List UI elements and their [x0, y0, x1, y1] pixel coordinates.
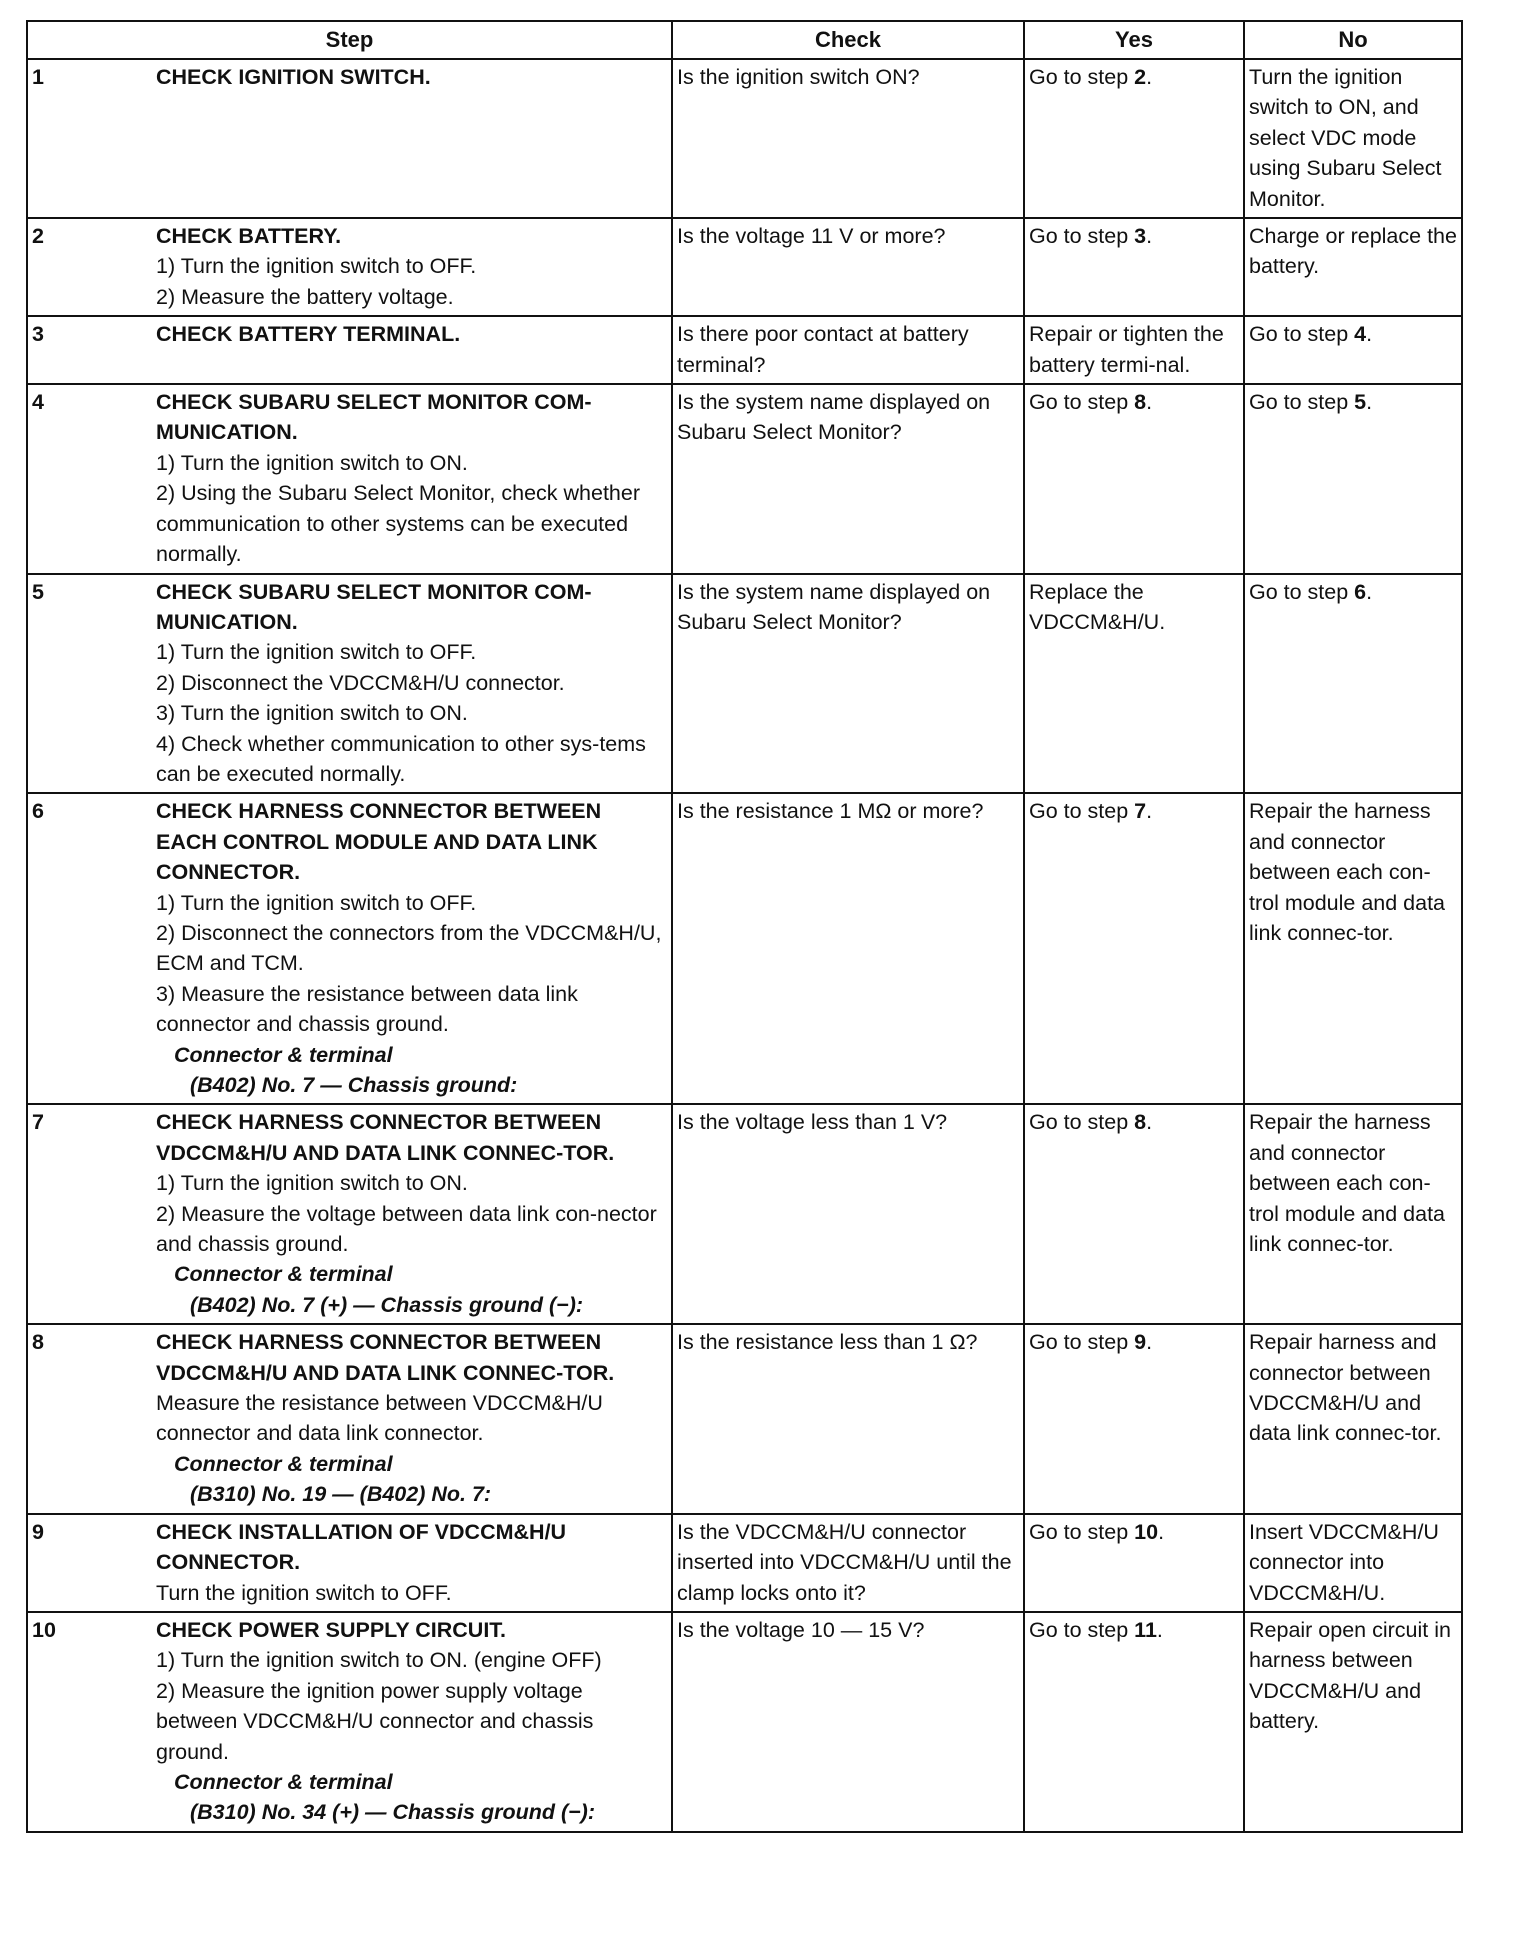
- step-cell: [27, 574, 672, 794]
- table-row: [27, 1612, 1462, 1832]
- diagnostic-procedure-sheet: [26, 20, 1461, 1833]
- yes-text: Go to step: [1029, 1110, 1135, 1135]
- instruction-line: 2) Disconnect the connectors from the VDCCM&H/U, ECM and TCM.: [156, 920, 662, 976]
- step-instructions: [156, 1578, 667, 1608]
- check-cell: [672, 316, 1024, 384]
- no-text: Turn the ignition switch to ON, and select VDC mode using Subaru Select Monitor.: [1249, 65, 1442, 211]
- step-body: [156, 62, 667, 92]
- check-cell: [672, 574, 1024, 794]
- table-row: [27, 793, 1462, 1104]
- no-suffix: .: [1366, 322, 1373, 347]
- check-text: Is the VDCCM&H/U connector inserted into VDCCM&H/U until the clamp locks onto it?: [677, 1519, 1012, 1605]
- table-row: [27, 59, 1462, 218]
- header-yes: Yes: [1024, 21, 1244, 59]
- check-cell: [672, 1514, 1024, 1612]
- no-cell: [1244, 574, 1462, 794]
- yes-text: Repair or tighten the battery termi-nal.: [1029, 322, 1224, 377]
- step-title: CHECK BATTERY TERMINAL.: [156, 322, 461, 347]
- header-check: Check: [672, 21, 1024, 59]
- step-body: [156, 1517, 667, 1608]
- instruction-line: 1) Turn the ignition switch to ON. (engine OFF): [156, 1648, 602, 1673]
- step-title: CHECK IGNITION SWITCH.: [156, 65, 431, 89]
- yes-step-ref: 9: [1134, 1330, 1147, 1355]
- instruction-line: 3) Measure the resistance between data link connector and chassis ground.: [156, 981, 578, 1037]
- yes-cell: [1024, 1612, 1244, 1832]
- instruction-line: 1) Turn the ignition switch to OFF.: [156, 890, 477, 915]
- no-step-ref: 5: [1354, 390, 1367, 415]
- check-cell: [672, 1324, 1024, 1513]
- instruction-line: 2) Using the Subaru Select Monitor, check whether communication to other systems can be executed normally.: [156, 481, 641, 567]
- step-body: [156, 577, 667, 790]
- table-row: [27, 1104, 1462, 1324]
- diagnostic-table: [26, 20, 1463, 1833]
- instruction-line: 1) Turn the ignition switch to ON.: [156, 1171, 468, 1196]
- step-body: [156, 1327, 667, 1509]
- yes-suffix: .: [1146, 65, 1153, 89]
- table-row: [27, 316, 1462, 384]
- yes-step-ref: 8: [1134, 1110, 1147, 1135]
- instruction-line: 1) Turn the ignition switch to ON.: [156, 450, 468, 475]
- instruction-line: 1) Turn the ignition switch to OFF.: [156, 640, 477, 665]
- yes-step-ref: 8: [1134, 390, 1147, 415]
- check-cell: [672, 59, 1024, 218]
- no-text: Repair the harness and connector between each con-trol module and data link connec-tor.: [1249, 799, 1446, 945]
- no-step-ref: 4: [1354, 322, 1367, 347]
- yes-step-ref: 2: [1134, 65, 1147, 89]
- no-cell: [1244, 1514, 1462, 1612]
- no-cell: [1244, 1612, 1462, 1832]
- connector-detail: (B310) No. 19 — (B402) No. 7:: [190, 1482, 492, 1507]
- no-cell: [1244, 1104, 1462, 1324]
- instruction-line: 2) Disconnect the VDCCM&H/U connector.: [156, 670, 565, 695]
- yes-cell: [1024, 316, 1244, 384]
- step-title: CHECK SUBARU SELECT MONITOR COM-MUNICATION.: [156, 579, 592, 634]
- connector-label: Connector & terminal: [174, 1451, 393, 1476]
- check-cell: [672, 1612, 1024, 1832]
- yes-text: Go to step: [1029, 1519, 1135, 1544]
- instruction-line: 2) Measure the ignition power supply voltage between VDCCM&H/U connector and chassis ground.: [156, 1678, 594, 1764]
- check-text: Is there poor contact at battery terminal?: [677, 322, 969, 377]
- step-number: 3: [32, 322, 44, 347]
- connector-label: Connector & terminal: [174, 1769, 393, 1794]
- step-number: 8: [32, 1330, 44, 1355]
- yes-cell: [1024, 59, 1244, 218]
- no-text: Insert VDCCM&H/U connector into VDCCM&H/U.: [1249, 1519, 1439, 1605]
- step-instructions: [156, 251, 667, 312]
- step-title: CHECK BATTERY.: [156, 224, 342, 249]
- table-body: [27, 59, 1462, 1832]
- step-cell: [27, 1324, 672, 1513]
- no-suffix: .: [1366, 579, 1373, 604]
- step-number: 7: [32, 1110, 44, 1135]
- instruction-line: 3) Turn the ignition switch to ON.: [156, 701, 468, 726]
- step-body: [156, 387, 667, 569]
- check-text: Is the resistance less than 1 Ω?: [677, 1330, 978, 1355]
- step-instructions: [156, 1168, 667, 1259]
- yes-text: Go to step: [1029, 1330, 1135, 1355]
- step-title: CHECK SUBARU SELECT MONITOR COM-MUNICATION.: [156, 390, 592, 445]
- table-row: [27, 1514, 1462, 1612]
- no-text: Go to step: [1249, 579, 1355, 604]
- check-cell: [672, 1104, 1024, 1324]
- step-number: 9: [32, 1519, 44, 1544]
- connector-label: Connector & terminal: [174, 1262, 393, 1287]
- yes-text: Go to step: [1029, 799, 1135, 824]
- no-step-ref: 6: [1354, 579, 1367, 604]
- yes-text: Go to step: [1029, 224, 1135, 249]
- step-cell: [27, 793, 672, 1104]
- step-body: [156, 319, 667, 349]
- yes-suffix: .: [1158, 1519, 1165, 1544]
- step-cell: [27, 1104, 672, 1324]
- connector-detail: (B402) No. 7 (+) — Chassis ground (−):: [190, 1292, 584, 1317]
- yes-cell: [1024, 574, 1244, 794]
- yes-cell: [1024, 1514, 1244, 1612]
- step-title: CHECK POWER SUPPLY CIRCUIT.: [156, 1617, 507, 1642]
- check-text: Is the voltage 10 — 15 V?: [677, 1617, 925, 1642]
- step-cell: [27, 1514, 672, 1612]
- no-cell: [1244, 793, 1462, 1104]
- no-text: Go to step: [1249, 322, 1355, 347]
- no-text: Repair open circuit in harness between VDCCM&H/U and battery.: [1249, 1617, 1451, 1734]
- yes-step-ref: 3: [1134, 224, 1147, 249]
- no-cell: [1244, 1324, 1462, 1513]
- yes-cell: [1024, 1324, 1244, 1513]
- yes-step-ref: 10: [1134, 1519, 1159, 1544]
- step-title: CHECK HARNESS CONNECTOR BETWEEN VDCCM&H/U AND DATA LINK CONNEC-TOR.: [156, 1110, 615, 1165]
- step-number: 4: [32, 390, 44, 415]
- connector-detail: (B310) No. 34 (+) — Chassis ground (−):: [190, 1800, 595, 1825]
- step-cell: [27, 1612, 672, 1832]
- yes-text: Replace the VDCCM&H/U.: [1029, 579, 1166, 634]
- check-text: Is the ignition switch ON?: [677, 65, 920, 89]
- step-instructions: [156, 637, 667, 789]
- step-cell: [27, 218, 672, 316]
- yes-cell: [1024, 1104, 1244, 1324]
- step-body: [156, 1615, 667, 1828]
- step-number: 10: [32, 1617, 56, 1642]
- table-row: [27, 1324, 1462, 1513]
- yes-text: Go to step: [1029, 390, 1135, 415]
- connector-label: Connector & terminal: [174, 1042, 393, 1067]
- table-header-row: [27, 21, 1462, 59]
- step-body: [156, 221, 667, 312]
- step-number: 5: [32, 579, 44, 604]
- step-title: CHECK HARNESS CONNECTOR BETWEEN VDCCM&H/U AND DATA LINK CONNEC-TOR.: [156, 1330, 615, 1385]
- no-text: Charge or replace the battery.: [1249, 224, 1457, 279]
- instruction-line: 2) Measure the voltage between data link con-nector and chassis ground.: [156, 1201, 657, 1257]
- no-text: Repair the harness and connector between each con-trol module and data link connec-tor.: [1249, 1110, 1446, 1257]
- step-instructions: [156, 448, 667, 570]
- step-title: CHECK INSTALLATION OF VDCCM&H/U CONNECTOR.: [156, 1519, 567, 1575]
- no-suffix: .: [1366, 390, 1373, 415]
- step-body: [156, 1107, 667, 1320]
- no-cell: [1244, 316, 1462, 384]
- instruction-line: 1) Turn the ignition switch to OFF.: [156, 254, 477, 279]
- yes-cell: [1024, 384, 1244, 573]
- table-row: [27, 574, 1462, 794]
- table-row: [27, 384, 1462, 573]
- step-instructions: [156, 1388, 667, 1449]
- step-title: CHECK HARNESS CONNECTOR BETWEEN EACH CONTROL MODULE AND DATA LINK CONNECTOR.: [156, 799, 602, 885]
- step-number: 2: [32, 224, 44, 249]
- step-number: 1: [32, 65, 44, 89]
- step-cell: [27, 316, 672, 384]
- step-cell: [27, 59, 672, 218]
- yes-suffix: .: [1146, 1110, 1153, 1135]
- step-instructions: [156, 1645, 667, 1767]
- header-no: No: [1244, 21, 1462, 59]
- yes-suffix: .: [1146, 1330, 1153, 1355]
- instruction-line: 2) Measure the battery voltage.: [156, 284, 454, 309]
- check-text: Is the voltage 11 V or more?: [677, 224, 946, 249]
- step-instructions: [156, 888, 667, 1040]
- check-cell: [672, 384, 1024, 573]
- yes-suffix: .: [1146, 799, 1153, 824]
- yes-text: Go to step: [1029, 65, 1135, 89]
- step-cell: [27, 384, 672, 573]
- connector-detail: (B402) No. 7 — Chassis ground:: [190, 1073, 518, 1097]
- instruction-line: Measure the resistance between VDCCM&H/U connector and data link connector.: [156, 1391, 603, 1446]
- yes-suffix: .: [1146, 390, 1153, 415]
- instruction-line: 4) Check whether communication to other sys-tems can be executed normally.: [156, 731, 646, 786]
- check-text: Is the voltage less than 1 V?: [677, 1110, 948, 1135]
- yes-text: Go to step: [1029, 1617, 1135, 1642]
- step-body: [156, 796, 667, 1100]
- no-cell: [1244, 384, 1462, 573]
- no-text: Repair harness and connector between VDCCM&H/U and data link connec-tor.: [1249, 1330, 1442, 1446]
- check-text: Is the resistance 1 MΩ or more?: [677, 799, 984, 824]
- yes-step-ref: 7: [1134, 799, 1147, 824]
- check-cell: [672, 793, 1024, 1104]
- yes-suffix: .: [1156, 1617, 1163, 1642]
- header-step: Step: [27, 21, 672, 59]
- check-text: Is the system name displayed on Subaru Select Monitor?: [677, 579, 991, 634]
- yes-step-ref: 11: [1134, 1617, 1157, 1642]
- instruction-line: Turn the ignition switch to OFF.: [156, 1580, 452, 1605]
- yes-cell: [1024, 793, 1244, 1104]
- check-cell: [672, 218, 1024, 316]
- no-text: Go to step: [1249, 390, 1355, 415]
- no-cell: [1244, 59, 1462, 218]
- yes-suffix: .: [1146, 224, 1153, 249]
- step-number: 6: [32, 799, 44, 824]
- yes-cell: [1024, 218, 1244, 316]
- check-text: Is the system name displayed on Subaru Select Monitor?: [677, 390, 991, 445]
- no-cell: [1244, 218, 1462, 316]
- table-row: [27, 218, 1462, 316]
